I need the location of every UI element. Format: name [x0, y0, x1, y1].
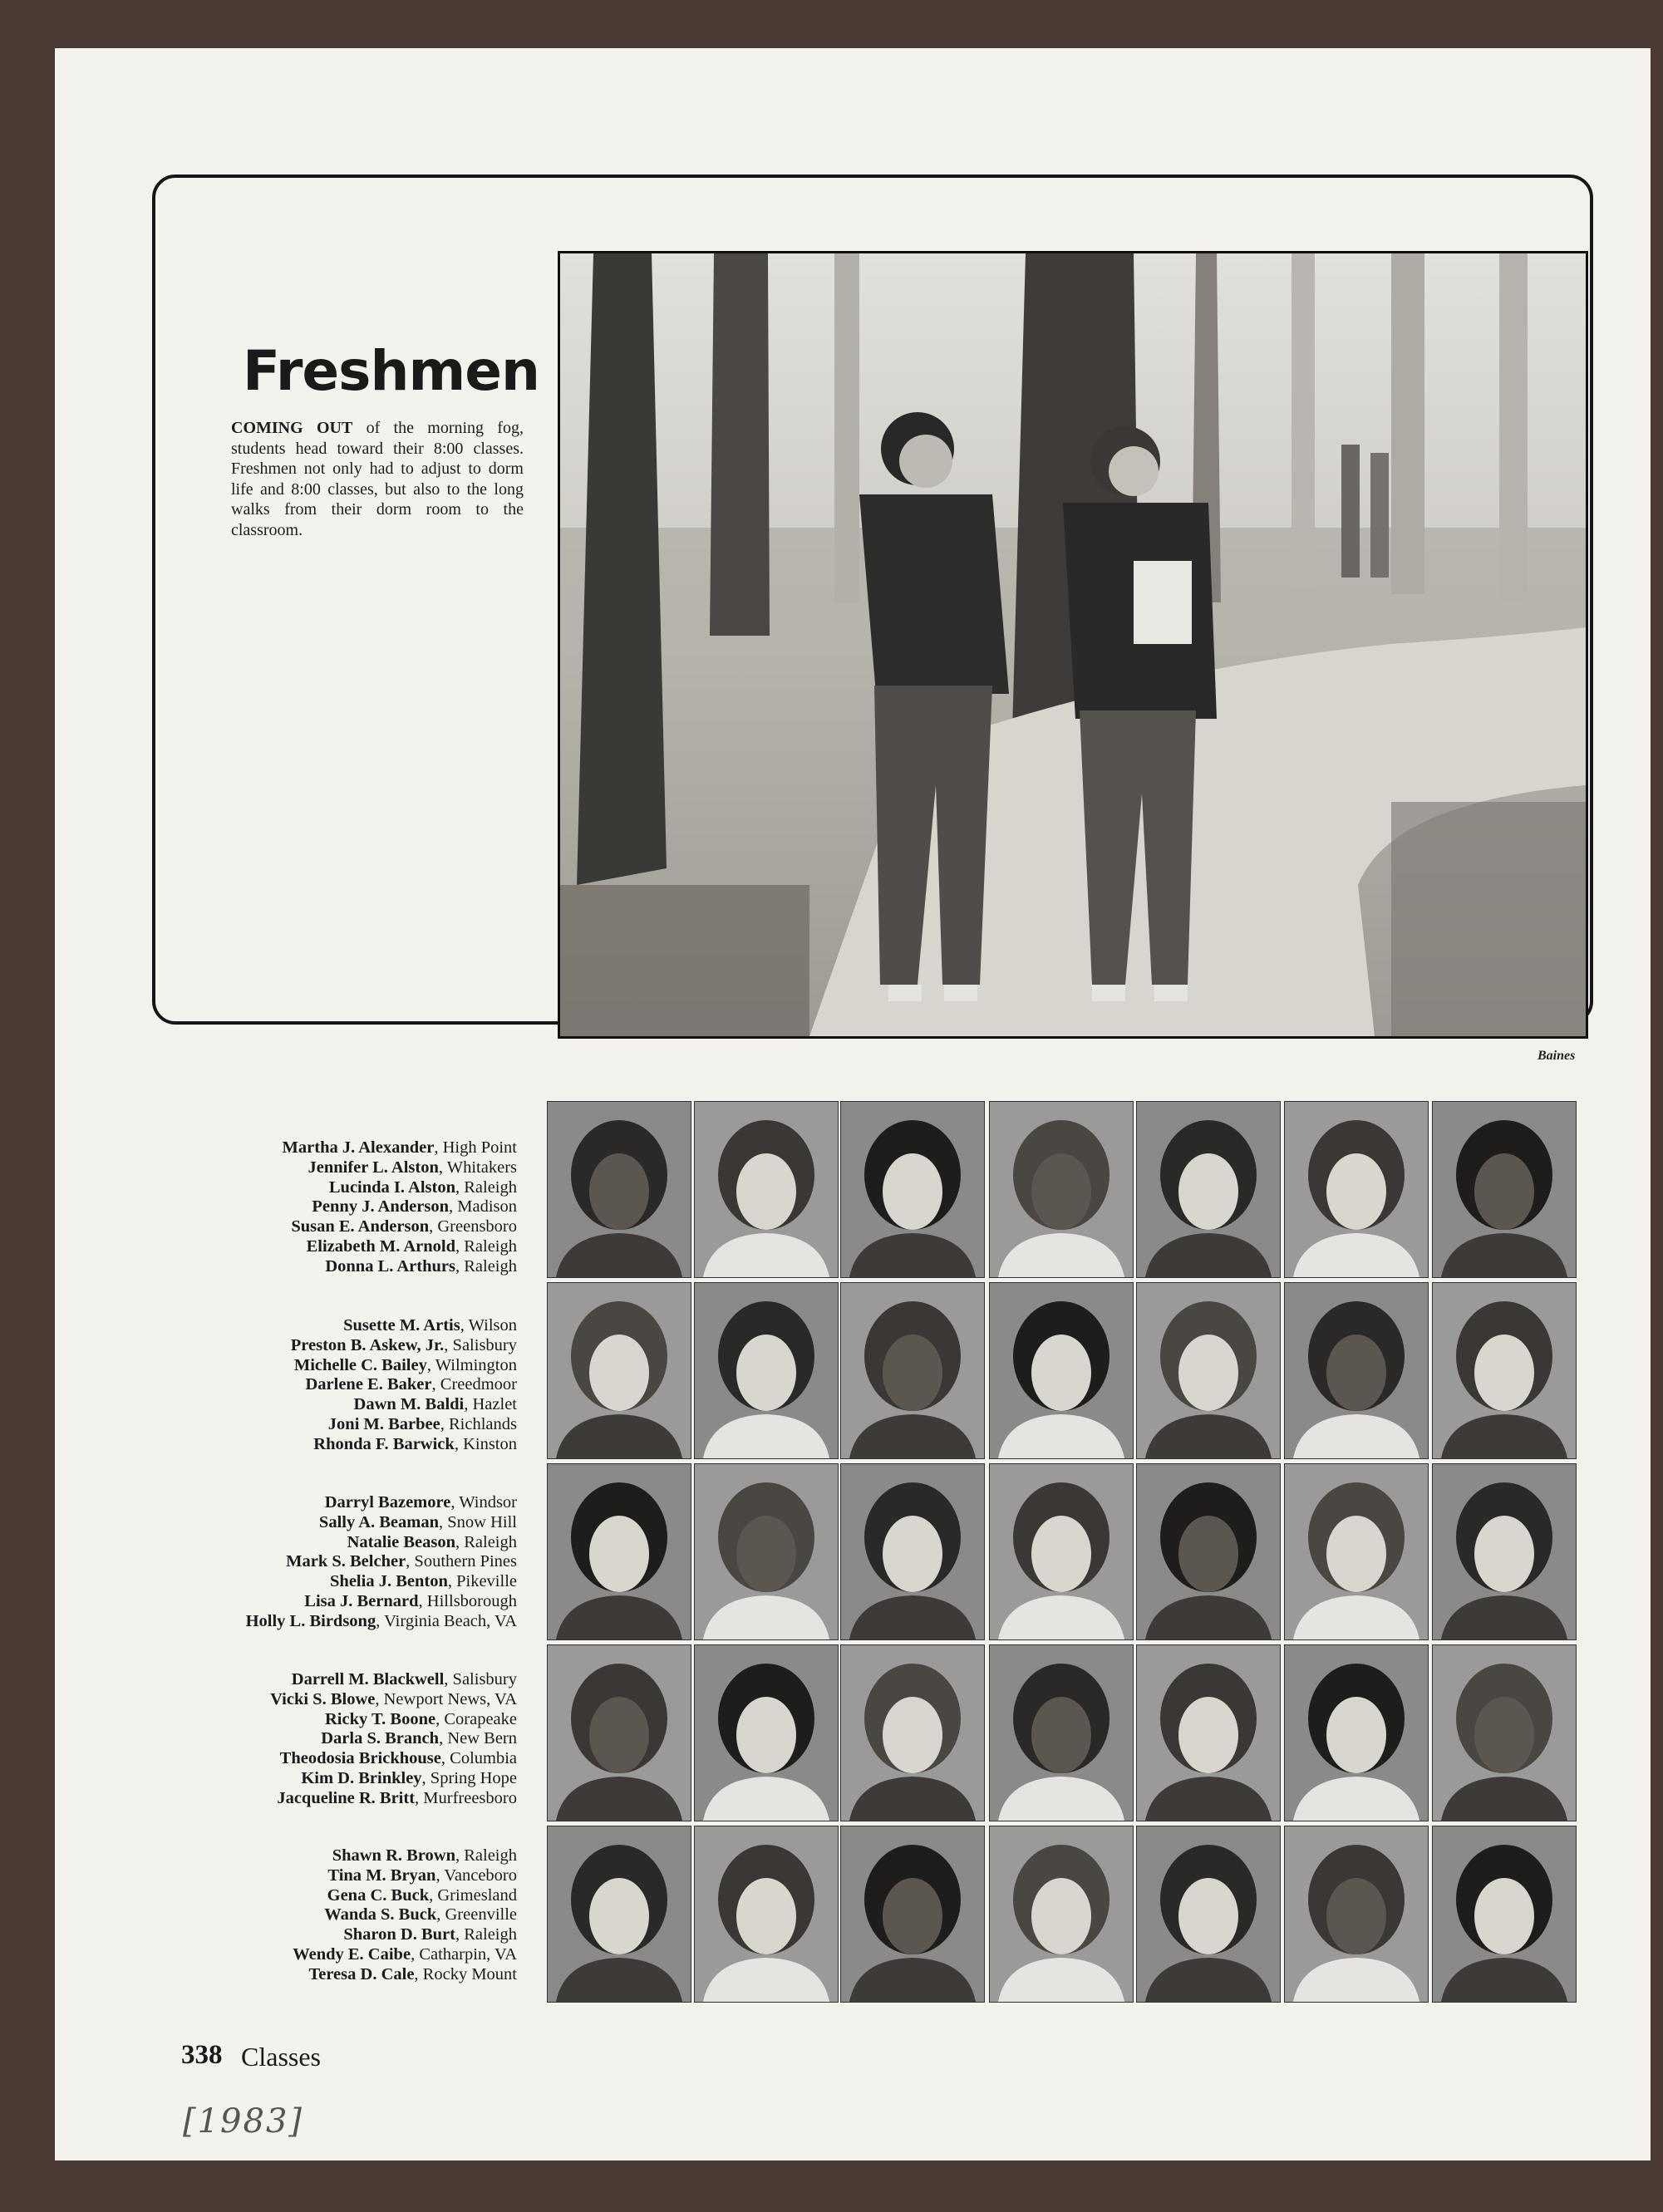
list-item: Shawn R. Brown, Raleigh [332, 1846, 517, 1865]
portrait-photo [1137, 1645, 1280, 1821]
portrait-photo [695, 1464, 838, 1639]
list-item: Ricky T. Boone, Corapeake [325, 1709, 517, 1728]
student-portrait [840, 1101, 985, 1278]
portrait-row [544, 1463, 1579, 1644]
portrait-photo [841, 1102, 984, 1277]
section-label: Classes [241, 2042, 321, 2072]
student-portrait [989, 1644, 1134, 1821]
student-portrait [989, 1463, 1134, 1640]
student-portrait [1284, 1826, 1429, 2003]
student-portrait [547, 1826, 691, 2003]
portrait-photo [1433, 1102, 1576, 1277]
student-portrait [989, 1101, 1134, 1278]
student-portrait [840, 1463, 985, 1640]
list-item: Rhonda F. Barwick, Kinston [313, 1434, 517, 1453]
portrait-photo [990, 1102, 1133, 1277]
name-list-row-5 [133, 1846, 517, 1985]
list-item: Martha J. Alexander, High Point [282, 1138, 517, 1157]
student-portrait [1284, 1644, 1429, 1821]
portrait-photo [1285, 1826, 1428, 2002]
handwritten-note: [1983] [183, 2102, 304, 2141]
student-portrait [1136, 1826, 1281, 2003]
portrait-row [544, 1644, 1579, 1826]
student-portrait [1136, 1282, 1281, 1459]
list-item: Preston B. Askew, Jr., Salisbury [290, 1335, 517, 1354]
student-portrait [1284, 1282, 1429, 1459]
student-portrait [989, 1282, 1134, 1459]
student-portrait [840, 1282, 985, 1459]
portrait-row [544, 1826, 1579, 2007]
list-item: Sharon D. Burt, Raleigh [343, 1925, 517, 1944]
student-portrait [694, 1282, 839, 1459]
list-item: Lucinda I. Alston, Raleigh [328, 1177, 517, 1197]
student-portrait [1284, 1463, 1429, 1640]
student-portrait [1432, 1463, 1577, 1640]
name-list-row-1 [133, 1138, 517, 1277]
list-item: Elizabeth M. Arnold, Raleigh [306, 1236, 517, 1256]
list-item: Darryl Bazemore, Windsor [324, 1493, 517, 1512]
portrait-photo [1433, 1826, 1576, 2002]
portrait-photo [695, 1645, 838, 1821]
portrait-row [544, 1101, 1579, 1282]
portrait-photo [841, 1826, 984, 2002]
portrait-photo [1433, 1283, 1576, 1458]
list-item: Holly L. Birdsong, Virginia Beach, VA [245, 1611, 517, 1630]
student-portrait [694, 1826, 839, 2003]
portrait-photo [1433, 1464, 1576, 1639]
name-list-row-3 [133, 1493, 517, 1632]
student-portrait [1136, 1463, 1281, 1640]
portrait-photo [1285, 1464, 1428, 1639]
list-item: Theodosia Brickhouse, Columbia [279, 1749, 517, 1768]
student-portrait [840, 1644, 985, 1821]
list-item: Susette M. Artis, Wilson [343, 1316, 517, 1335]
portrait-photo [1137, 1102, 1280, 1277]
portrait-photo [990, 1464, 1133, 1639]
portrait-photo [1433, 1645, 1576, 1821]
list-item: Shelia J. Benton, Pikeville [330, 1572, 517, 1591]
student-portrait [1136, 1101, 1281, 1278]
student-portrait [547, 1644, 691, 1821]
portrait-photo [990, 1283, 1133, 1458]
list-item: Joni M. Barbee, Richlands [327, 1414, 517, 1433]
list-item: Darlene E. Baker, Creedmoor [305, 1375, 517, 1394]
list-item: Susan E. Anderson, Greensboro [291, 1217, 517, 1236]
page-number: 338 [181, 2040, 223, 2070]
student-portrait [1432, 1282, 1577, 1459]
list-item: Michelle C. Bailey, Wilmington [293, 1355, 517, 1374]
list-item: Donna L. Arthurs, Raleigh [325, 1256, 517, 1276]
portrait-photo [841, 1645, 984, 1821]
student-portrait [694, 1644, 839, 1821]
list-item: Darla S. Branch, New Bern [321, 1729, 517, 1748]
list-item: Mark S. Belcher, Southern Pines [286, 1552, 517, 1571]
list-item: Jennifer L. Alston, Whitakers [308, 1158, 517, 1177]
portrait-photo [990, 1826, 1133, 2002]
student-portrait [547, 1463, 691, 1640]
portrait-photo [1285, 1645, 1428, 1821]
list-item: Jacqueline R. Britt, Murfreesboro [277, 1788, 517, 1807]
student-portrait [547, 1282, 691, 1459]
portrait-photo [841, 1283, 984, 1458]
list-item: Gena C. Buck, Grimesland [327, 1885, 517, 1905]
portrait-photo [1137, 1826, 1280, 2002]
list-item: Darrell M. Blackwell, Salisbury [291, 1670, 517, 1688]
list-item: Sally A. Beaman, Snow Hill [318, 1512, 517, 1531]
student-portrait [694, 1101, 839, 1278]
student-portrait [1284, 1101, 1429, 1278]
student-portrait [989, 1826, 1134, 2003]
list-item: Dawn M. Baldi, Hazlet [353, 1395, 517, 1414]
portrait-photo [548, 1102, 691, 1277]
name-list-row-4 [133, 1670, 517, 1809]
portrait-photo [695, 1102, 838, 1277]
photo-credit: Baines [1538, 1049, 1576, 1063]
portrait-photo [990, 1645, 1133, 1821]
portrait-photo [841, 1464, 984, 1639]
student-portrait [1432, 1826, 1577, 2003]
caption-lead: COMING OUT [231, 419, 353, 437]
section-title: Freshmen [243, 339, 539, 403]
list-item: Wendy E. Caibe, Catharpin, VA [293, 1944, 517, 1964]
portrait-photo [548, 1645, 691, 1821]
portrait-photo [1137, 1283, 1280, 1458]
student-portrait [1432, 1644, 1577, 1821]
list-item: Natalie Beason, Raleigh [347, 1532, 517, 1551]
name-list-row-2 [133, 1316, 517, 1455]
list-item: Vicki S. Blowe, Newport News, VA [270, 1689, 517, 1708]
caption-text: of the morning fog, students head toward their 8:00 classes. Freshmen not only had to adjust to dorm life and 8:00 classes, but also to the long walks from their dorm room to the classroom. [231, 419, 524, 539]
list-item: Lisa J. Bernard, Hillsborough [304, 1591, 517, 1610]
portrait-photo [695, 1826, 838, 2002]
portrait-photo [1285, 1283, 1428, 1458]
portrait-photo [548, 1464, 691, 1639]
student-portrait [1136, 1644, 1281, 1821]
list-item: Wanda S. Buck, Greenville [324, 1905, 517, 1924]
list-item: Teresa D. Cale, Rocky Mount [308, 1964, 517, 1983]
list-item: Tina M. Bryan, Vanceboro [327, 1865, 517, 1885]
student-portrait [694, 1463, 839, 1640]
student-portrait [840, 1826, 985, 2003]
portrait-photo [1137, 1464, 1280, 1639]
portrait-photo [695, 1283, 838, 1458]
portrait-photo [1285, 1102, 1428, 1277]
student-portrait [1432, 1101, 1577, 1278]
feature-photo [558, 251, 1588, 1039]
list-item: Penny J. Anderson, Madison [312, 1197, 517, 1217]
list-item: Kim D. Brinkley, Spring Hope [301, 1768, 517, 1787]
portrait-photo [548, 1283, 691, 1458]
portrait-photo [548, 1826, 691, 2002]
foggy-campus-scene [560, 253, 1586, 1036]
student-portrait [547, 1101, 691, 1278]
portrait-grid [544, 1101, 1579, 2007]
feature-caption [231, 418, 524, 540]
portrait-row [544, 1282, 1579, 1463]
